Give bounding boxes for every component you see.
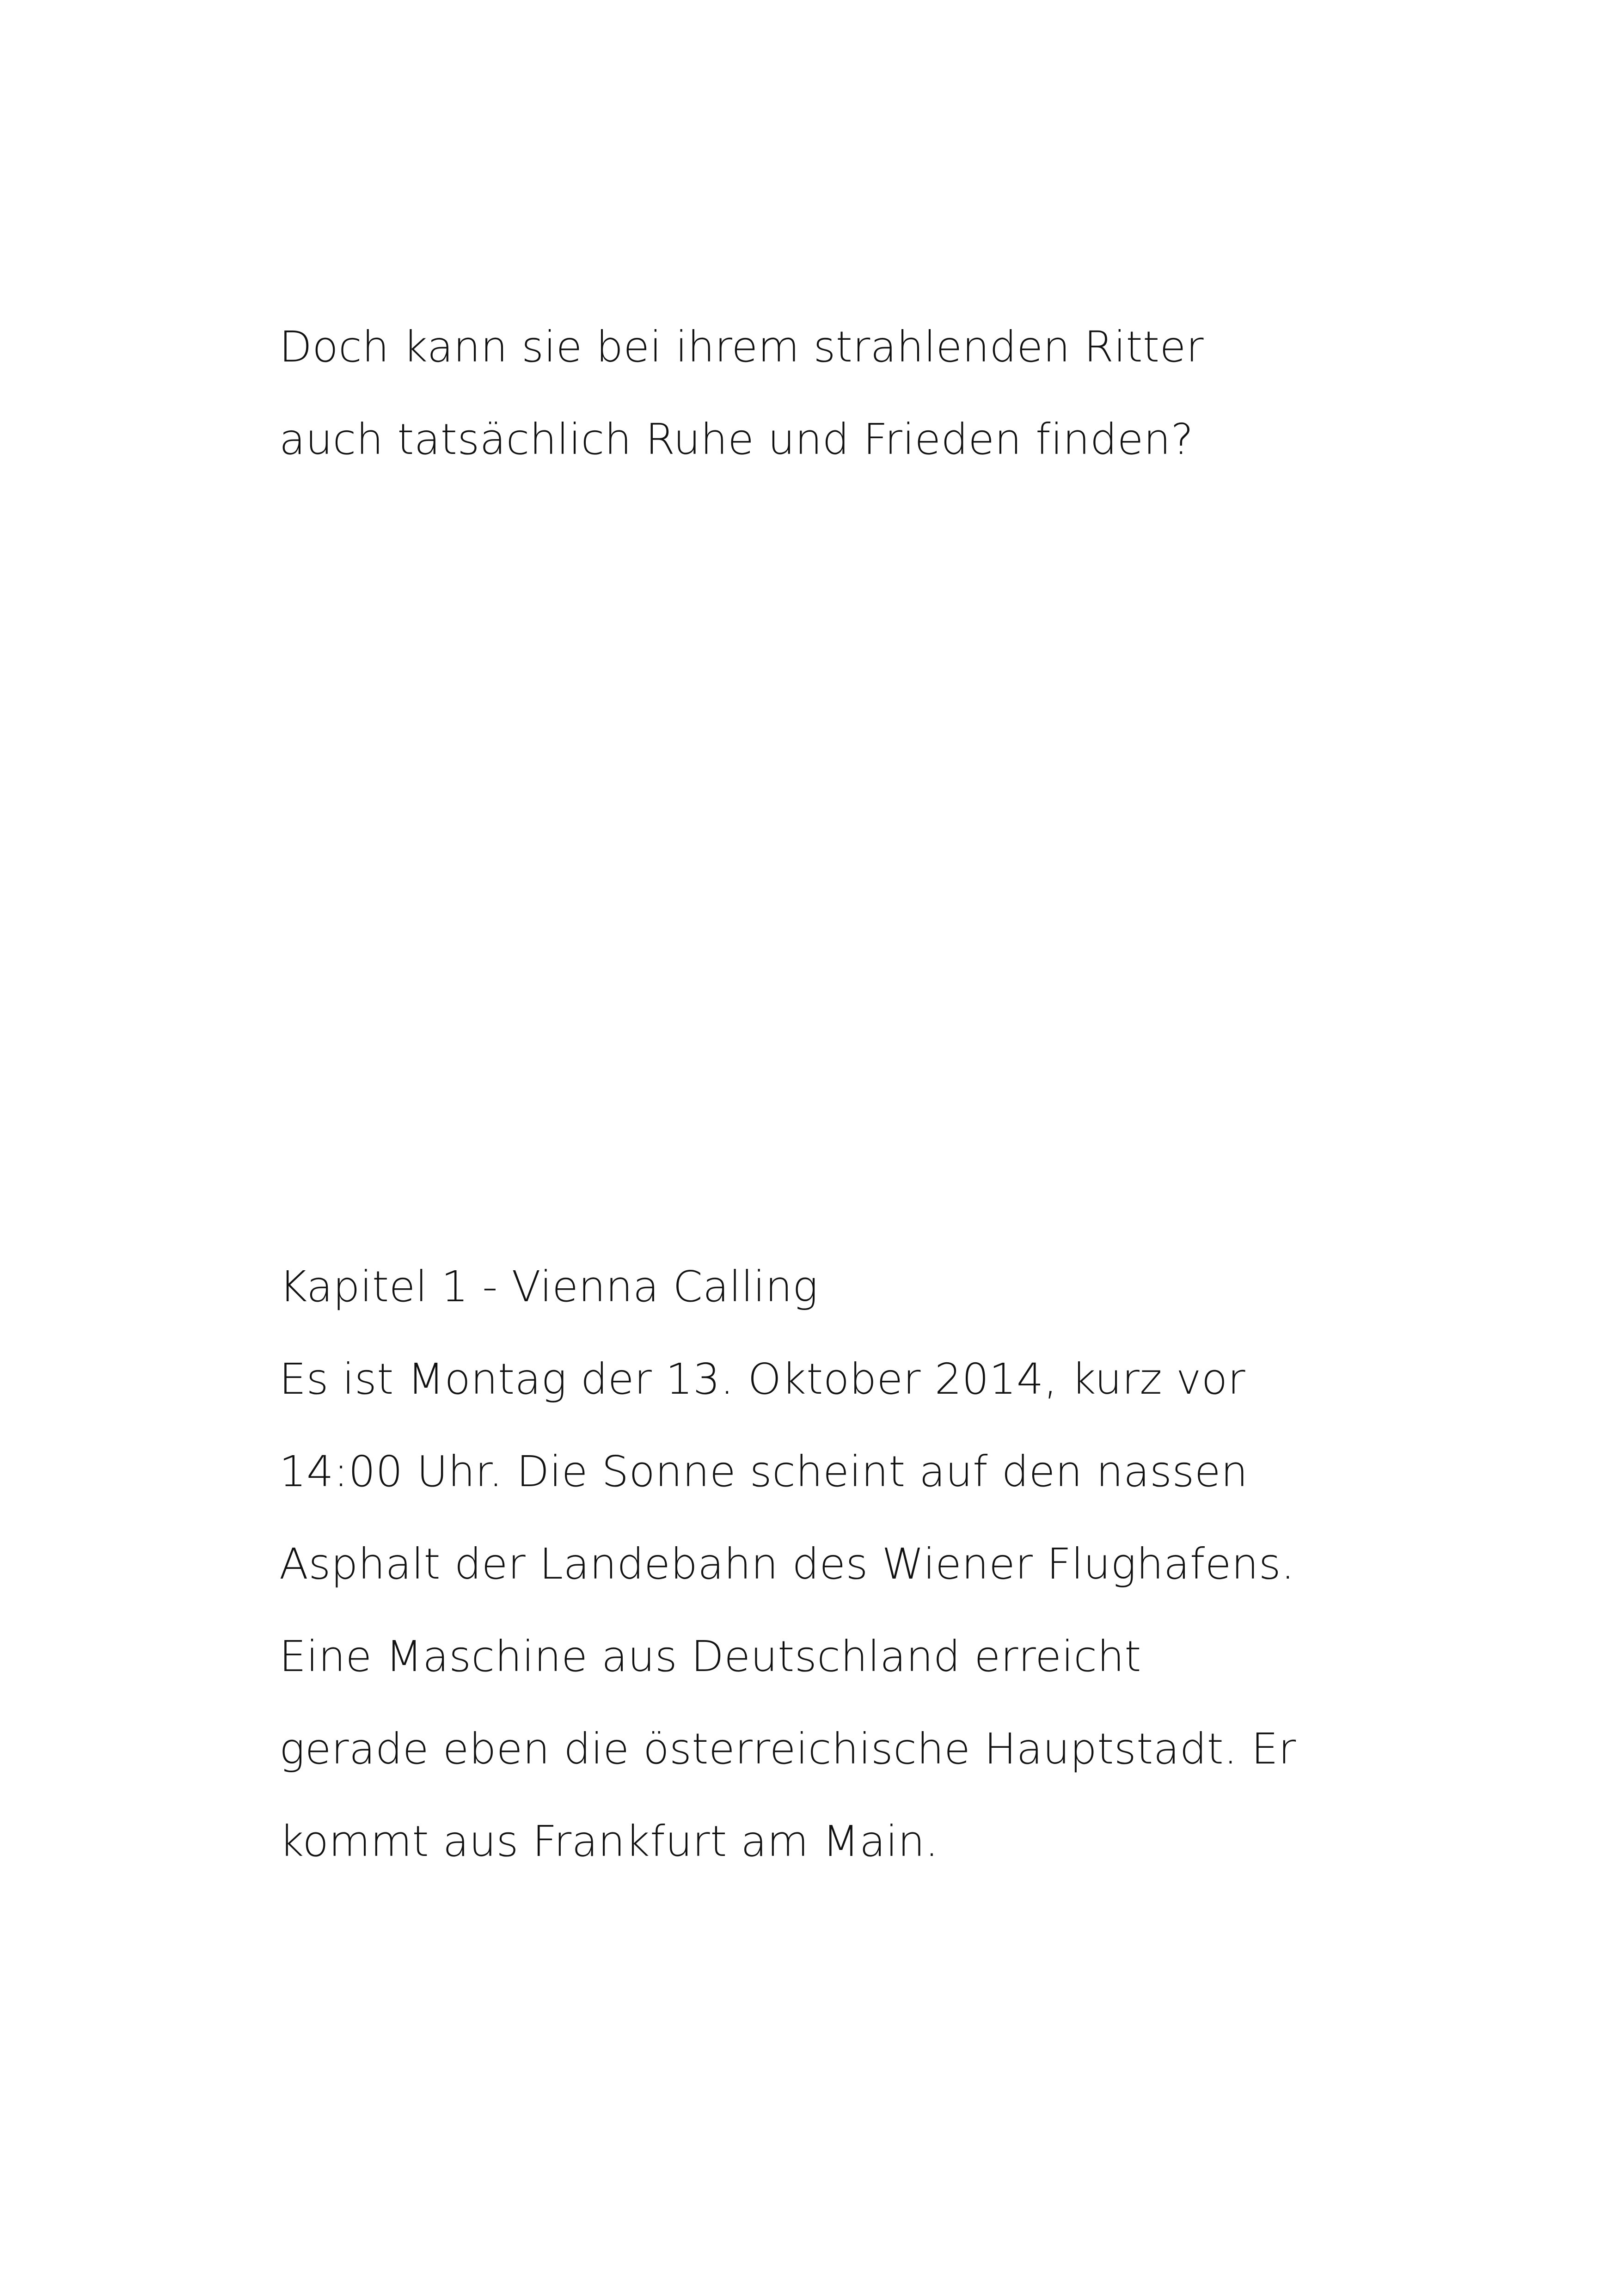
paragraph-line: Eine Maschine aus Deutschland erreicht <box>279 1632 1141 1681</box>
intro-text <box>279 301 1481 486</box>
intro-line: Doch kann sie bei ihrem strahlenden Ritter <box>279 322 1204 372</box>
paragraph-line: Es ist Montag der 13. Oktober 2014, kurz vor <box>279 1354 1246 1404</box>
intro-line: auch tatsächlich Ruhe und Frieden finden? <box>279 415 1194 464</box>
chapter-section <box>279 1241 1481 1888</box>
chapter-heading: Kapitel 1 - Vienna Calling <box>279 1262 818 1311</box>
paragraph-line: kommt aus Frankfurt am Main. <box>279 1817 939 1866</box>
paragraph-line: 14:00 Uhr. Die Sonne scheint auf den nassen <box>279 1447 1248 1496</box>
paragraph-line: gerade eben die österreichische Hauptstadt. Er <box>279 1724 1296 1774</box>
paragraph-line: Asphalt der Landebahn des Wiener Flughafens. <box>279 1539 1295 1589</box>
